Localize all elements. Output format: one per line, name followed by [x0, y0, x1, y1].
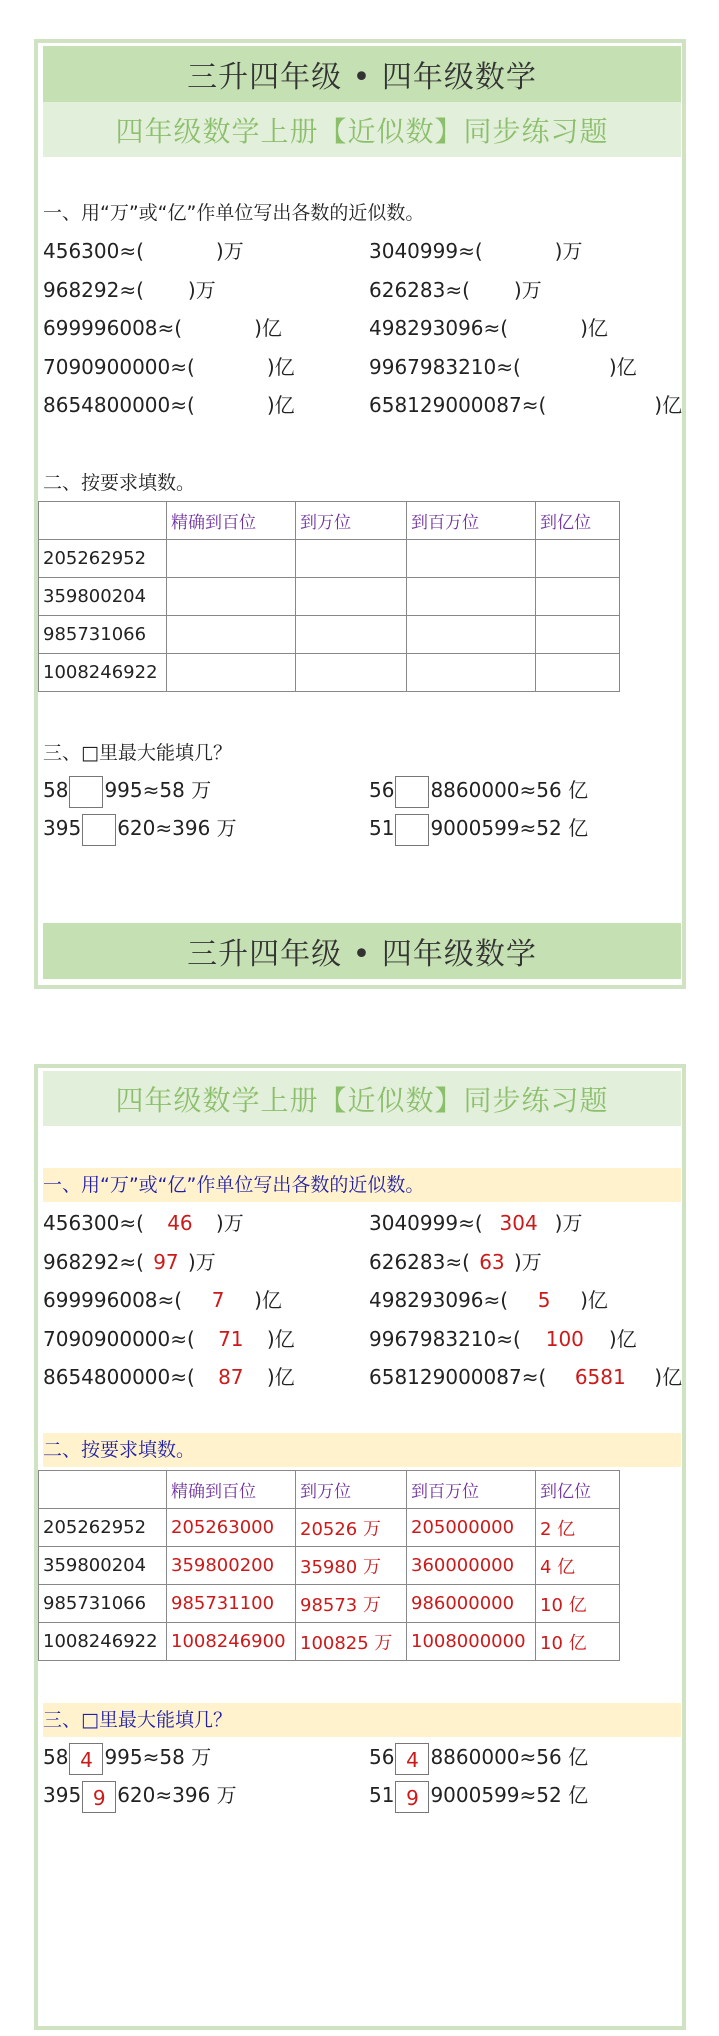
answer-blank[interactable]: 100 [545, 1326, 584, 1351]
table-row [39, 540, 620, 578]
answer-cell[interactable] [167, 654, 296, 692]
answer-box[interactable] [395, 814, 429, 846]
answer-cell[interactable]: 20526 万 [296, 1509, 407, 1547]
answer-cell[interactable]: 205263000 [167, 1509, 296, 1547]
unit-text: )万 [554, 1211, 583, 1235]
approx-item [369, 313, 608, 343]
answer-cell[interactable] [536, 578, 620, 616]
table-row [39, 1585, 620, 1623]
answer-cell[interactable]: 4 亿 [536, 1547, 620, 1585]
answer-blank[interactable]: 6581 [574, 1365, 626, 1389]
number-text: 456300≈( [43, 1211, 144, 1235]
suffix-text: 8860000≈56 亿 [430, 1745, 589, 1769]
number-text: 699996008≈( [43, 1288, 183, 1312]
prefix-text: 395 [43, 1783, 82, 1807]
suffix-text: 620≈396 万 [117, 816, 237, 840]
number-text: 8654800000≈( [43, 1365, 195, 1389]
number-text: 626283≈( [369, 277, 470, 302]
section3-heading: 三、□里最大能填几？ [43, 1703, 681, 1737]
fill-box-item [43, 775, 211, 805]
approx-item [43, 1285, 282, 1315]
unit-text: )万 [215, 1211, 244, 1235]
unit-text: )亿 [580, 1288, 608, 1312]
prefix-text: 395 [43, 816, 82, 840]
answer-cell[interactable]: 205000000 [407, 1509, 536, 1547]
answer-cell[interactable]: 986000000 [407, 1585, 536, 1623]
fill-box-item [369, 1742, 588, 1772]
number-cell: 985731066 [39, 1585, 167, 1623]
unit-text: )亿 [266, 1326, 295, 1351]
unit-text: )万 [513, 1249, 542, 1274]
column-header: 到百万位 [407, 502, 536, 540]
unit-text: )万 [554, 239, 583, 263]
table-row [39, 578, 620, 616]
approx-item [43, 1208, 244, 1238]
answer-blank[interactable]: 7 [211, 1288, 225, 1312]
column-header: 到亿位 [536, 1471, 620, 1509]
column-header: 精确到百位 [167, 1471, 296, 1509]
answer-cell[interactable]: 985731100 [167, 1585, 296, 1623]
column-header: 到百万位 [407, 1471, 536, 1509]
number-text: 9967983210≈( [369, 354, 521, 379]
unit-text: )亿 [266, 393, 295, 417]
answer-blank[interactable]: 304 [499, 1211, 538, 1235]
section2-heading: 二、按要求填数。 [43, 472, 196, 494]
answer-cell[interactable] [167, 540, 296, 578]
approx-item [369, 236, 582, 266]
unit-text: )万 [187, 277, 216, 302]
section2-heading: 二、按要求填数。 [43, 1433, 681, 1467]
column-header: 到万位 [296, 1471, 407, 1509]
approx-item [369, 390, 682, 420]
answer-cell[interactable]: 100825 万 [296, 1623, 407, 1661]
number-text: 626283≈( [369, 1249, 470, 1274]
answer-cell[interactable] [536, 654, 620, 692]
fill-box-item [369, 813, 588, 843]
approx-item [43, 313, 282, 343]
answer-blank[interactable]: 71 [218, 1326, 244, 1351]
approx-item [43, 275, 216, 305]
approx-item [369, 1247, 542, 1277]
number-text: 9967983210≈( [369, 1326, 521, 1351]
answer-blank[interactable]: 46 [167, 1211, 193, 1235]
suffix-text: 995≈58 万 [104, 1745, 212, 1769]
answer-box[interactable] [395, 776, 429, 808]
unit-text: )亿 [654, 393, 683, 417]
unit-text: )万 [513, 277, 542, 302]
approx-item [43, 1362, 295, 1392]
answer-cell[interactable] [167, 616, 296, 654]
number-cell: 1008246922 [39, 1623, 167, 1661]
table-row [39, 1547, 620, 1585]
table-row [39, 1623, 620, 1661]
approx-item [369, 275, 542, 305]
number-cell: 1008246922 [39, 654, 167, 692]
number-text: 7090900000≈( [43, 1326, 195, 1351]
approx-item [43, 390, 295, 420]
unit-text: )亿 [266, 354, 295, 379]
answer-cell[interactable] [536, 540, 620, 578]
fill-box-item [369, 775, 588, 805]
unit-text: )亿 [254, 1288, 282, 1312]
number-text: 658129000087≈( [369, 393, 547, 417]
approx-item [43, 236, 244, 266]
page-subtitle: 四年级数学上册【近似数】同步练习题 [43, 1071, 681, 1126]
number-cell: 205262952 [39, 540, 167, 578]
rounding-table [38, 1470, 620, 1661]
number-text: 498293096≈( [369, 1288, 509, 1312]
approx-item [369, 1285, 608, 1315]
unit-text: )亿 [254, 316, 282, 340]
approx-item [43, 1247, 216, 1277]
answer-cell[interactable] [407, 540, 536, 578]
number-text: 8654800000≈( [43, 393, 195, 417]
unit-text: )亿 [608, 354, 637, 379]
approx-item [43, 1324, 295, 1354]
table-header-row [39, 1471, 620, 1509]
number-text: 3040999≈( [369, 1211, 483, 1235]
prefix-text: 58 [43, 1745, 69, 1769]
answer-blank[interactable]: 63 [479, 1249, 505, 1274]
suffix-text: 9000599≈52 亿 [430, 816, 589, 840]
table-row [39, 616, 620, 654]
number-text: 7090900000≈( [43, 354, 195, 379]
rounding-table [38, 501, 620, 692]
column-header [39, 1471, 167, 1509]
table-row [39, 1509, 620, 1547]
prefix-text: 51 [369, 1783, 395, 1807]
answer-cell[interactable] [536, 616, 620, 654]
section3-heading: 三、□里最大能填几？ [43, 742, 232, 764]
unit-text: )亿 [654, 1365, 683, 1389]
fill-box-item [369, 1780, 588, 1810]
approx-item [369, 1208, 582, 1238]
number-text: 658129000087≈( [369, 1365, 547, 1389]
answer-cell[interactable] [296, 540, 407, 578]
suffix-text: 995≈58 万 [104, 778, 212, 802]
column-header [39, 502, 167, 540]
unit-text: )亿 [608, 1326, 637, 1351]
number-text: 699996008≈( [43, 316, 183, 340]
number-cell: 985731066 [39, 616, 167, 654]
answer-box[interactable]: 9 [82, 1781, 116, 1813]
suffix-text: 9000599≈52 亿 [430, 1783, 589, 1807]
prefix-text: 51 [369, 816, 395, 840]
unit-text: )亿 [580, 316, 608, 340]
answer-box[interactable]: 9 [395, 1781, 429, 1813]
answer-cell[interactable]: 2 亿 [536, 1509, 620, 1547]
section1-heading: 一、用“万”或“亿”作单位写出各数的近似数。 [43, 202, 425, 224]
answer-cell[interactable] [296, 654, 407, 692]
approx-item [43, 352, 295, 382]
answer-cell[interactable] [296, 578, 407, 616]
suffix-text: 620≈396 万 [117, 1783, 237, 1807]
answer-cell[interactable] [407, 654, 536, 692]
approx-item [369, 1324, 637, 1354]
answer-cell[interactable]: 1008000000 [407, 1623, 536, 1661]
prefix-text: 56 [369, 1745, 395, 1769]
answer-cell[interactable] [407, 578, 536, 616]
unit-text: )万 [187, 1249, 216, 1274]
unit-text: )亿 [266, 1365, 295, 1389]
section1-heading: 一、用“万”或“亿”作单位写出各数的近似数。 [43, 1168, 681, 1202]
answer-cell[interactable]: 35980 万 [296, 1547, 407, 1585]
answer-blank[interactable]: 97 [153, 1249, 179, 1274]
answer-box[interactable] [69, 776, 103, 808]
number-cell: 359800204 [39, 1547, 167, 1585]
answer-cell[interactable] [407, 616, 536, 654]
answer-cell[interactable] [167, 578, 296, 616]
answer-box[interactable]: 4 [395, 1743, 429, 1775]
page-subtitle: 四年级数学上册【近似数】同步练习题 [43, 102, 681, 157]
page-title: 三升四年级 • 四年级数学 [43, 46, 681, 102]
answer-blank[interactable]: 5 [537, 1288, 551, 1312]
answer-cell[interactable]: 359800200 [167, 1547, 296, 1585]
unit-text: )万 [215, 239, 244, 263]
answer-cell[interactable]: 98573 万 [296, 1585, 407, 1623]
answer-box[interactable]: 4 [69, 1743, 103, 1775]
approx-item [369, 352, 637, 382]
number-text: 968292≈( [43, 1249, 144, 1274]
column-header: 精确到百位 [167, 502, 296, 540]
answer-cell[interactable]: 10 亿 [536, 1585, 620, 1623]
table-header-row [39, 502, 620, 540]
fill-box-item [43, 1742, 211, 1772]
number-text: 968292≈( [43, 277, 144, 302]
number-cell: 359800204 [39, 578, 167, 616]
column-header: 到亿位 [536, 502, 620, 540]
table-row [39, 654, 620, 692]
number-cell: 205262952 [39, 1509, 167, 1547]
page-footer: 三升四年级 • 四年级数学 [43, 923, 681, 979]
number-text: 3040999≈( [369, 239, 483, 263]
fill-box-item [43, 813, 237, 843]
answer-cell[interactable]: 10 亿 [536, 1623, 620, 1661]
fill-box-item [43, 1780, 237, 1810]
suffix-text: 8860000≈56 亿 [430, 778, 589, 802]
column-header: 到万位 [296, 502, 407, 540]
prefix-text: 56 [369, 778, 395, 802]
approx-item [369, 1362, 682, 1392]
prefix-text: 58 [43, 778, 69, 802]
answer-blank[interactable]: 87 [218, 1365, 244, 1389]
answer-cell[interactable] [296, 616, 407, 654]
answer-cell[interactable]: 360000000 [407, 1547, 536, 1585]
answer-cell[interactable]: 1008246900 [167, 1623, 296, 1661]
number-text: 456300≈( [43, 239, 144, 263]
answer-box[interactable] [82, 814, 116, 846]
number-text: 498293096≈( [369, 316, 509, 340]
